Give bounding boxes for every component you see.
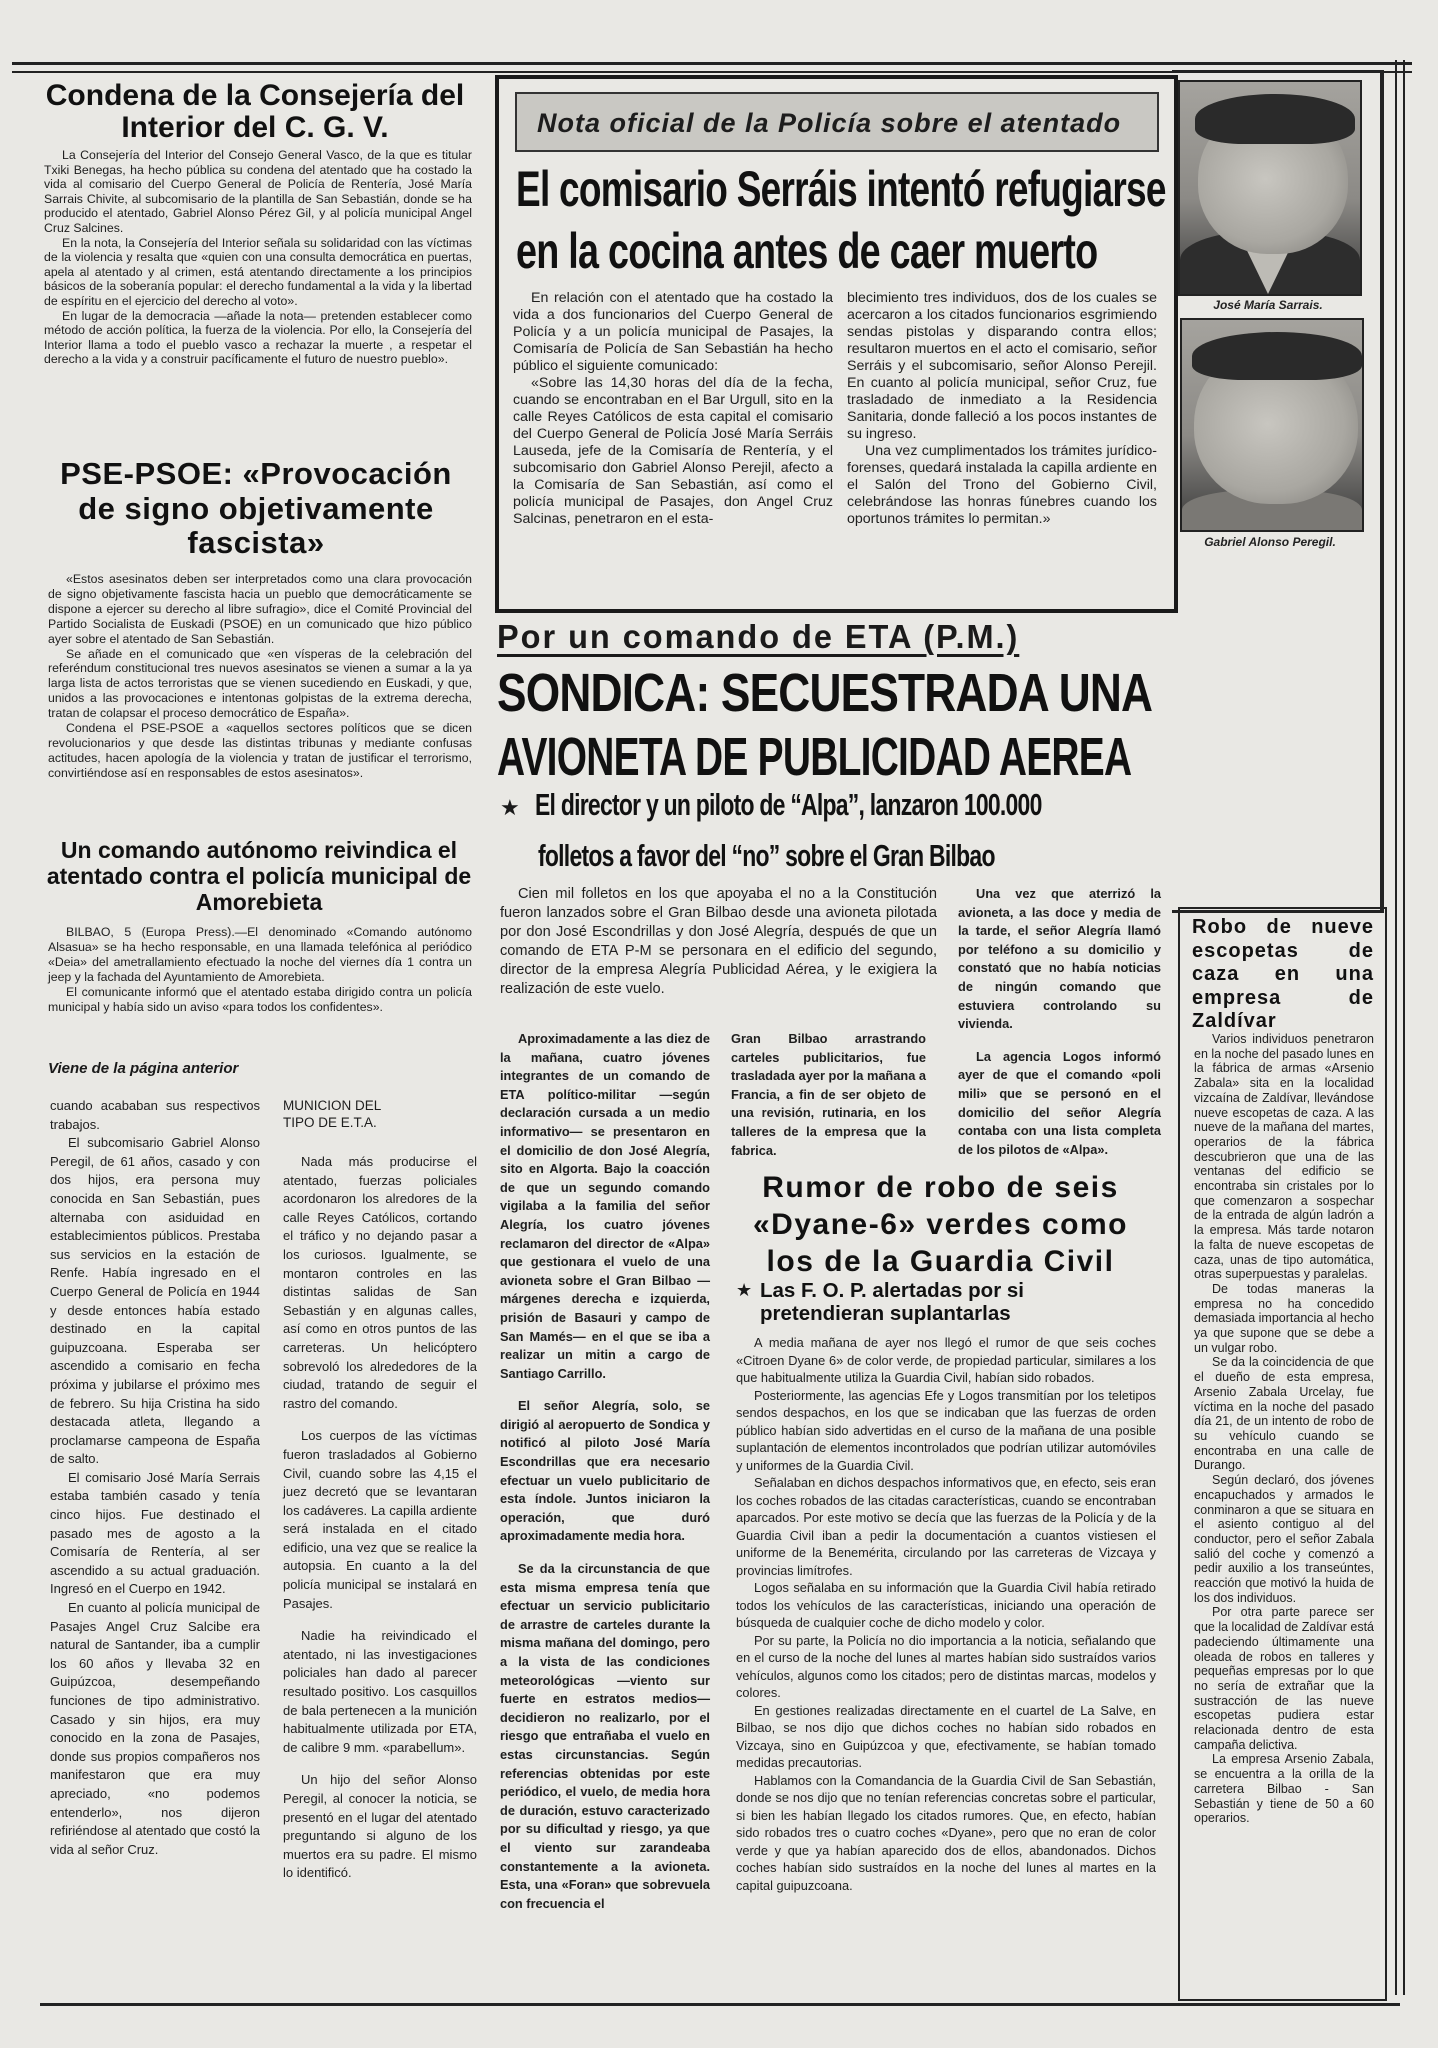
nota-column-2 [847,290,1157,528]
continuation-column-2 [283,1097,477,1883]
photo-caption-peregil: Gabriel Alonso Peregil. [1204,535,1336,549]
paragraph: El subcomisario Gabriel Alonso Peregil, de 61 años, casado y con dos hijos, era persona muy conocida en San Sebastián, pues alternaba con asiduidad en establecimientos públicos. Prestaba sus servicios en la estación de Renfe. Había ingresado en el Cuerpo General de Policía en 1944 y desde entonces había estado destinado en la capital guipuzcoana. Esperaba ser ascendido a comisario en fecha próxima y jubilarse el próximo mes de febrero. Su hija Cristina ha sido destacada atleta, llegando a proclamarse campeona de España de salto. [50,1135,260,1467]
body-amorebieta [48,925,472,1014]
body-zaldivar [1194,1032,1374,1826]
continuation-column-1 [50,1097,260,1859]
paragraph: Aproximadamente a las diez de la mañana, cuatro jóvenes integrantes de un comando de ETA político-militar —según declaración cursada a un medio informativo— se presentaron en el domicilio de don José Alegría, sito en Algorta. Bajo la coacción de que un segundo comando vigilaba a la familia del señor Alegría, los cuatro jóvenes reclamaron del director de «Alpa» que gestionara el vuelo de una avioneta sobre el Gran Bilbao —márgenes derecha e izquierda, prisión de Basauri y campo de San Mamés— en el que se iba a realizar un mitin a cargo de Santiago Carrillo. [500,1031,710,1381]
paragraph: Cien mil folletos en los que apoyaba el no a la Constitución fueron lanzados sobre el Gran Bilbao desde una avioneta pilotada por don José Escondrillas y don José Alegría, después de que un comando de ETA P-M se personara en el edificio del segundo, director de la empresa Alegría Publicidad Aérea, y le exigiera la realización de este vuelo. [500,886,937,997]
nota-banner [515,92,1159,152]
paragraph: El señor Alegría, solo, se dirigió al aeropuerto de Sondica y notificó al piloto José María Escondrillas que era necesario efectuar un vuelo publicitario de esta índole. Juntos iniciaron la operación, que duró aproximadamente media hora. [500,1398,710,1544]
deck-sondica-line1: El director y un piloto de “Alpa”, lanzaron 100.000 [535,787,1042,822]
photo-caption-sarrais: José María Sarrais. [1213,298,1323,312]
paragraph: Una vez cumplimentados los trámites jurídico-forenses, quedará instalada la capilla ardiente en el Salón del Trono del Gobierno Civil, celebrándose las honras fúnebres cuando los oportunos trámites lo permitan.» [847,443,1157,527]
right-rule [1395,60,1405,1995]
bottom-rule [40,2003,1400,2006]
paragraph: El comunicante informó que el atentado estaba dirigido contra un policía municipal y había sido un aviso «para todos los confidentes». [48,984,472,1014]
paragraph: De todas maneras la empresa no ha concedido demasiada importancia al hecho ya que supone que se debe a un vulgar robo. [1194,1281,1374,1355]
paragraph: cuando acababan sus respectivos trabajos. [50,1098,260,1132]
headline-zaldivar: Robo de nueve escopetas de caza en una empresa de Zaldívar [1192,916,1374,1033]
sondica-column-2 [731,1030,926,1160]
headline-nota-line2: en la cocina antes de caer muerto [516,223,1098,279]
paragraph: El comisario José María Serrais estaba también casado y tenía cinco hijos. Fue destinado el pasado mes de agosto a la Comisaría de Rentería, al ser ascendido a su actual graduación. Ingresó en el Cuerpo en 1942. [50,1469,260,1597]
portrait-photo-peregil [1180,318,1364,532]
paragraph: Los cuerpos de las víctimas fueron trasladados al Gobierno Civil, cuando sobre las 4,15 el juez decretó que se levantaran los cadáveres. La capilla ardiente será instalada en el citado edificio, una vez que se realice la autopsia. En cuanto a la del policía municipal se instalará en Pasajes. [283,1428,477,1611]
paragraph: En relación con el atentado que ha costado la vida a dos funcionarios del Cuerpo General de Policía y a un policía municipal de Pasajes, la Comisaría de Policía de San Sebastián ha hecho público el siguiente comunicado: [513,290,833,374]
paragraph: Varios individuos penetraron en la noche del pasado lunes en la fábrica de armas «Arsenio Zabala» sita en la localidad vizcaína de Zaldívar, llevándose nueve escopetas de caza. A las nueve de la mañana del martes, operarios de la fábrica descubrieron que una de las ventanas del edificio se encontraba sin cristales por lo que comenzaron a sospechar de la entrada de algún ladrón a la empresa. Más tarde notaron la falta de nueve escopetas de caza, unas de tipo automática, otras superpuestas y paralelas. [1194,1032,1375,1282]
headline-condena: Condena de la Consejería del Interior del C. G. V. [45,79,465,144]
paragraph: Condena el PSE-PSOE a «aquellos sectores políticos que se dicen revolucionarios y que desde las distintas tribunas y mediante confusas actitudes, hacen apología de la violencia y tratan de justificar el terrorismo, convirtiéndose así en responsables de estos asesinatos». [48,721,472,780]
paragraph: Logos señalaba en su información que la Guardia Civil había retirado todos los vehículos de las características, iniciando una operación de búsqueda de cualquier coche de dicho modelo y color. [736,1580,1156,1630]
deck-sondica-line2: folletos a favor del “no” sobre el Gran Bilbao [538,838,995,873]
paragraph: Posteriormente, las agencias Efe y Logos transmitían por los teletipos sendos despachos, en los que se indicaban que las fuerzas de orden público habían sido advertidas en el curso de la mañana de una posible suplantación de elementos incontrolados que podrían utilizar automóviles y uniformes de la Guardia Civil. [736,1387,1156,1473]
paragraph: La Consejería del Interior del Consejo General Vasco, de la que es titular Txiki Benegas, ha hecho pública su condena del atentado que ha costado la vida al comisario del Cuerpo General de Policía de Rentería, José María Sarrais Chivite, al subcomisario de la plantilla de San Sebastián, donde se ha producido el atentado, Gabriel Alonso Pérez Gil, y al policía municipal Angel Cruz Salcines. [44,148,472,235]
paragraph: En la nota, la Consejería del Interior señala su solidaridad con las víctimas de la violencia y resalta que «quien con una consulta democrática en puertas, apela al atentado y al crimen, está atentando directamente a los principios básicos de la soberanía popular: el derecho fundamental a la vida y la libertad de espíritu en el ejercicio del derecho al voto». [44,235,472,308]
paragraph: Señalaban en dichos despachos informativos que, en efecto, seis eran los coches robados de las citadas características, cuando se encontraban aparcados. Por este motivo se decía que las fuerzas de la Policía y de la Guardia Civil iban a pedir la documentación a cuantos vistiesen el uniforme de la Benemérita, circulando por las carreteras de Vizcaya y provincias limítrofes. [736,1475,1156,1578]
paragraph: En cuanto al policía municipal de Pasajes Angel Cruz Salcibe era natural de Santander, iba a cumplir los 60 años y llevaba 32 en Guipúzcoa, desempeñando funciones de tipo administrativo. Casado y sin hijos, era muy conocido en la zona de Pasajes, donde sus propios compañeros nos manifestaron que era muy apreciado, «no podemos entenderlo», nos dijeron refiriéndose al atentado que costó la vida al señor Cruz. [50,1600,260,1857]
paragraph: blecimiento tres individuos, dos de los cuales se acercaron a los citados funcionarios esgrimiendo sendas pistolas y disparando contra ellos; resultaron muertos en el acto el comisario, señor Serráis y el subcomisario, señor Alonso Perejil. En cuanto al policía municipal, señor Cruz, fue trasladado de inmediato a la Residencia Sanitaria, donde falleció a los pocos instantes de su ingreso. [847,290,1157,442]
paragraph: Se añade en el comunicado que «en vísperas de la celebración del referéndum constitucional tres nuevos asesinatos se vienen a sumar a la ya larga lista de actos terroristas que se vienen sucediendo en Euskadi, y que, unidos a las provocaciones e intentonas golpistas de la extrema derecha, tratan de colapsar el proceso democrático de España». [48,646,472,721]
headline-nota-line1: El comisario Serráis intentó refugiarse [516,161,1166,217]
paragraph: «Estos asesinatos deben ser interpretados como una clara provocación de signo objetivamente fascista hacia un pueblo que democráticamente se dispone a ejercer su derecho al libre sufragio», dice el Comité Provincial del Partido Socialista de Euskadi (PSOE) en un comunicado que hizo público ayer sobre el atentado de San Sebastián. [48,572,472,646]
paragraph: La empresa Arsenio Zabala, se encuentra a la orilla de la carretera Bilbao - San Sebastián y tiene de 50 a 60 operarios. [1194,1752,1374,1826]
deck-dyane: Las F. O. P. alertadas por si pretendieran suplantarlas [760,1279,1024,1325]
subheading-municion: MUNICION DEL TIPO DE E.T.A. [283,1098,381,1130]
star-icon: ★ [736,1280,753,1300]
headline-amorebieta: Un comando autónomo reivindica el atentado contra el policía municipal de Amorebieta [46,837,472,915]
paragraph: BILBAO, 5 (Europa Press).—El denominado «Comando autónomo Alsasua» se ha hecho responsable, en una llamada telefónica al periódico «Deia» del ametrallamiento efectuado la noche del viernes día 1 contra un jeep y la fachada del Ayuntamiento de Amorebieta. [48,925,472,984]
paragraph: Por su parte, la Policía no dio importancia a la noticia, señalando que en el curso de la noche del lunes al martes habían sido sustraídos varios vehículos, algunos como los citados; pero de distintas marcas, modelos y colores. [736,1632,1156,1700]
headline-sondica-line1: SONDICA: SECUESTRADA UNA [497,663,1153,723]
continued-from-label: Viene de la página anterior [48,1060,239,1077]
kicker-eta: Por un comando de ETA (P.M.) [497,618,1020,655]
body-condena [44,148,472,367]
headline-dyane: Rumor de robo de seis «Dyane-6» verdes como los de la Guardia Civil [752,1171,1128,1278]
sondica-column-3 [958,885,1161,1159]
star-icon: ★ [500,795,520,820]
lead-sondica [500,885,937,999]
paragraph: En gestiones realizadas directamente en el cuartel de La Salve, en Bilbao, se nos dijo que dichos coches no habían sido robados en Vizcaya, sino en Guipúzcoa y que, efectivamente, se habían tomado medidas precautorias. [736,1702,1156,1770]
paragraph: Nadie ha reivindicado el atentado, ni las investigaciones policiales han dado al parecer resultado positivo. Los casquillos de bala pertenecen a la munición habitualmente utilizada por ETA, de calibre 9 mm. «parabellum». [283,1628,477,1755]
paragraph: Hablamos con la Comandancia de la Guardia Civil de San Sebastián, donde se nos dijo que no tenían referencias concretas sobre el particular, si bien les habían llegado los citados rumores. Que, en efecto, habían sido robados tres o cuatro coches «Dyane», pero que no eran de color verde y que ya habían aparecido dos de ellos, abandonados. Dichos coches habían sido sustraídos en la noche del lunes al martes en la capital guipuzcoana. [736,1772,1156,1893]
paragraph: A media mañana de ayer nos llegó el rumor de que seis coches «Citroen Dyane 6» de color verde, de propiedad particular, similares a los que habitualmente utiliza la Guardia Civil, habían sido robados. [736,1335,1156,1385]
paragraph: La agencia Logos informó ayer de que el comando «poli mili» que se personó en el domicilio del señor Alegría contaba con una lista completa de los pilotos de «Alpa». [958,1048,1161,1157]
nota-column-1 [513,290,833,528]
sondica-column-1 [500,1030,710,1913]
paragraph: En lugar de la democracia —añade la nota— pretenden establecer como método de acción política, la fuerza de la violencia. Por ello, la Consejería del Interior llama a todo el pueblo vasco a rechazar la muerte , a respetar el derecho a la vida y a construir pacíficamente el futuro de nuestro pueblo». [44,308,472,367]
body-dyane [736,1334,1156,1894]
paragraph: Gran Bilbao arrastrando carteles publicitarios, fue trasladada ayer por la mañana a Francia, a fin de ser objeto de una revisión, rutinaria, en los talleres de la empresa que la fabrica. [731,1031,926,1158]
headline-psoe: PSE-PSOE: «Provocación de signo objetivamente fascista» [60,456,452,561]
portrait-photo-sarrais [1178,80,1362,296]
paragraph: Se da la coincidencia de que el dueño de esta empresa, Arsenio Zabala Urcelay, fue víctima en la noche del pasado día 21, de un intento de robo de su vehículo cuando se encontraba en una calle de Durango. [1194,1355,1374,1473]
paragraph: «Sobre las 14,30 horas del día de la fecha, cuando se encontraban en el Bar Urgull, sito en la calle Reyes Católicos de esta capital el comisario del Cuerpo General de Policía José María Serráis Lauseda, jefe de la Comisaría de Rentería, y el subcomisario don Gabriel Alonso Perejil, afecto a la Comisaría de San Sebastián, así como el policía municipal de Pasajes, don Angel Cruz Salcinas, penetraron en el esta- [513,375,833,527]
body-psoe [48,572,472,781]
paragraph: Por otra parte parece ser que la localidad de Zaldívar está padeciendo últimamente una oleada de robos en talleres y pequeñas empresas por lo que no sería de extrañar que la sustracción de las nueve escopetas pudiera estar relacionada dentro de esta campaña delictiva. [1194,1605,1374,1752]
paragraph: Según declaró, dos jóvenes encapuchados y armados le conminaron a que se situara en el asiento contiguo al del conductor, pero el señor Zabala salió del coche y comenzó a pedir auxilio a los transeúntes, reacción que motivó la huida de los dos individuos. [1194,1473,1374,1605]
paragraph: Un hijo del señor Alonso Peregil, al conocer la noticia, se presentó en el lugar del atentado preguntando si alguno de los muertos era su padre. El mismo lo identificó. [283,1772,477,1881]
paragraph: Una vez que aterrizó la avioneta, a las doce y media de la tarde, el señor Alegría llamó por teléfono a su domicilio y constató que no había noticias de ningún comando que estuviera controlando su vivienda. [958,886,1161,1032]
nota-banner-text: Nota oficial de la Policía sobre el atentado [537,108,1122,138]
paragraph: Se da la circunstancia de que esta misma empresa tenía que efectuar un servicio publicitario de arrastre de carteles durante la misma mañana del domingo, pero a la vista de las condiciones meteorológicas —viento sur fuerte en estratos medios— decidieron no realizarlo, por el riesgo que entrañaba el vuelo en estas circunstancias. Según referencias obtenidas por este periódico, el vuelo, de media hora de duración, estuvo caracterizado por su dificultad y riesgo, ya que el viento sur zarandeaba constantemente a la avioneta. Esta, una «Foran» que sobrevuela con frecuencia el [500,1561,710,1911]
paragraph: Nada más producirse el atentado, fuerzas policiales acordonaron los alredores de la calle Reyes Católicos, cortando el tráfico y no dejando pasar a los curiosos. Igualmente, se montaron controles en las distintas salidas de San Sebastián y en algunas calles, así como en otros puntos de las carreteras. Un helicóptero sobrevoló los alrededores de la ciudad, tratando de seguir el rastro del comando. [283,1154,477,1411]
headline-sondica-line2: AVIONETA DE PUBLICIDAD AEREA [497,727,1132,787]
